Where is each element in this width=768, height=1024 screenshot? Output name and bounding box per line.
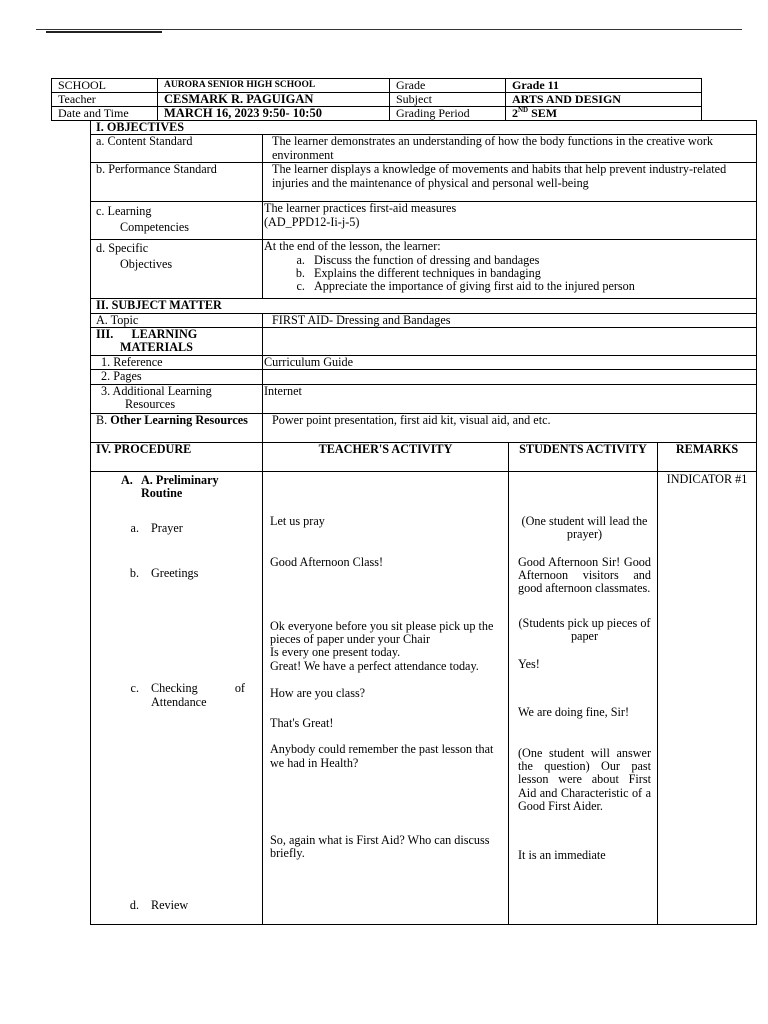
step-attendance-label: Checking of Attendance	[151, 681, 245, 709]
teacher-attendance-4: How are you class?	[270, 686, 366, 701]
step-prayer-label: Prayer	[151, 520, 183, 535]
teacher-activity-heading: TEACHER'S ACTIVITY	[263, 442, 509, 471]
reference-value: Curriculum Guide	[263, 356, 757, 370]
procedure-heading: IV. PROCEDURE	[91, 442, 263, 471]
subject-label: Subject	[390, 93, 506, 107]
topic-value: FIRST AID- Dressing and Bandages	[263, 313, 757, 327]
step-greetings-label: Greetings	[151, 566, 199, 581]
teacher-attendance-2: Is every one present today.	[270, 645, 401, 660]
step-greetings-letter: b.	[129, 566, 139, 581]
topic-label: A. Topic	[91, 313, 263, 327]
datetime-value: MARCH 16, 2023 9:50- 10:50	[158, 107, 390, 121]
step-greetings	[91, 567, 257, 580]
materials-heading	[91, 328, 263, 356]
teacher-attendance-6: Anybody could remember the past lesson that we had in Health?	[270, 742, 494, 770]
teacher-greeting: Good Afternoon Class!	[270, 555, 384, 570]
additional-resources-label	[91, 384, 263, 413]
other-resources-title: Other Learning Resources	[110, 413, 248, 427]
competencies-text: The learner practices first-aid measures	[264, 201, 457, 216]
step-attendance-letter: c.	[130, 681, 139, 696]
competencies-label-line1: c. Learning	[96, 204, 152, 219]
specific-intro: At the end of the lesson, the learner:	[264, 239, 441, 254]
grading-value	[506, 107, 702, 121]
lesson-plan-table	[90, 120, 757, 925]
list-item: a. Discuss the function of dressing and bandages	[308, 254, 751, 267]
grading-number: 2	[512, 106, 518, 120]
indicator-remark: INDICATOR #1	[666, 471, 748, 486]
competencies-value	[263, 202, 757, 240]
datetime-label: Date and Time	[52, 107, 158, 121]
additional-label-line2: Resources	[125, 397, 176, 412]
preliminary-routine-text: A. Preliminary Routine	[141, 472, 219, 501]
teacher-attendance-5: That's Great!	[270, 715, 334, 730]
specific-label-line1: d. Specific	[96, 241, 149, 256]
performance-standard-label: b. Performance Standard	[91, 163, 263, 202]
grading-suffix: ND	[518, 106, 529, 114]
teacher-review: So, again what is First Aid? Who can discuss briefly.	[270, 832, 490, 861]
reference-label: 1. Reference	[91, 356, 263, 370]
competencies-label-line2: Competencies	[120, 219, 190, 234]
grading-sem: SEM	[528, 106, 558, 120]
teacher-prayer: Let us pray	[270, 513, 325, 528]
materials-heading-line2: MATERIALS	[120, 340, 193, 355]
step-review-letter: d.	[129, 898, 139, 913]
top-rule	[36, 29, 742, 30]
teacher-attendance-1: Ok everyone before you sit please pick up the pieces of paper under your Chair	[270, 618, 494, 647]
student-attendance-2: Yes!	[518, 656, 540, 671]
students-activity-heading: STUDENTS ACTIVITY	[509, 442, 658, 471]
performance-standard-value: The learner displays a knowledge of movements and habits that help prevent industry-related injuries and the maintenance of physical and personal well-being	[263, 163, 757, 202]
remarks-column	[658, 471, 757, 924]
student-prayer: (One student will lead the prayer)	[521, 513, 648, 542]
teacher-value: CESMARK R. PAGUIGAN	[158, 93, 390, 107]
list-item: b. Explains the different techniques in bandaging	[308, 267, 751, 280]
step-prayer	[91, 522, 257, 535]
school-label: SCHOOL	[52, 79, 158, 93]
specific-objectives-label	[91, 240, 263, 299]
additional-resources-value: Internet	[263, 384, 757, 413]
student-attendance-4: (One student will answer the question) Our past lesson were about First Aid and Characteristic of a Good First Aider.	[518, 745, 651, 814]
step-prayer-letter: a.	[130, 520, 139, 535]
specific-objectives-value	[263, 240, 757, 299]
student-greeting: Good Afternoon Sir! Good Afternoon visitors and good afternoon classmates.	[518, 554, 651, 596]
additional-label-line1: 3. Additional Learning	[101, 384, 212, 398]
subject-value: ARTS AND DESIGN	[506, 93, 702, 107]
competencies-code: (AD_PPD12-Ii-j-5)	[264, 214, 360, 229]
materials-blank	[263, 328, 757, 356]
grade-value: Grade 11	[506, 79, 702, 93]
grade-label: Grade	[390, 79, 506, 93]
teacher-attendance-3: Great! We have a perfect attendance today.	[270, 658, 479, 673]
teacher-label: Teacher	[52, 93, 158, 107]
content-standard-value: The learner demonstrates an understanding of how the body functions in the creative work environment	[263, 135, 757, 163]
student-attendance-3: We are doing fine, Sir!	[518, 705, 630, 720]
content-standard-label: a. Content Standard	[91, 135, 263, 163]
step-review	[91, 899, 257, 912]
materials-heading-line1: III. LEARNING	[96, 327, 198, 342]
student-attendance-1: (Students pick up pieces of paper	[518, 615, 651, 644]
students-activity-column	[509, 471, 658, 924]
competencies-label	[91, 202, 263, 240]
procedure-steps-column	[91, 471, 263, 924]
specific-objectives-list	[264, 254, 751, 294]
school-value: AURORA SENIOR HIGH SCHOOL	[158, 79, 390, 93]
objectives-heading: I. OBJECTIVES	[91, 121, 757, 135]
other-resources-value: Power point presentation, first aid kit, visual aid, and etc.	[263, 413, 757, 442]
grading-label: Grading Period	[390, 107, 506, 121]
specific-label-line2: Objectives	[120, 256, 173, 271]
preliminary-routine-label: A. A. Preliminary Routine	[91, 472, 257, 501]
remarks-heading: REMARKS	[658, 442, 757, 471]
lesson-header-table	[51, 78, 702, 121]
subject-matter-heading: II. SUBJECT MATTER	[91, 299, 757, 313]
pages-label: 2. Pages	[91, 370, 263, 384]
teacher-activity-column	[263, 471, 509, 924]
list-item: c. Appreciate the importance of giving first aid to the injured person	[308, 280, 751, 293]
other-resources-label	[91, 413, 263, 442]
student-review: It is an immediate	[518, 847, 606, 862]
step-review-label: Review	[151, 898, 189, 913]
top-rule-accent	[46, 31, 162, 33]
pages-value	[263, 370, 757, 384]
step-attendance	[91, 682, 257, 709]
other-resources-prefix: B.	[96, 413, 108, 427]
